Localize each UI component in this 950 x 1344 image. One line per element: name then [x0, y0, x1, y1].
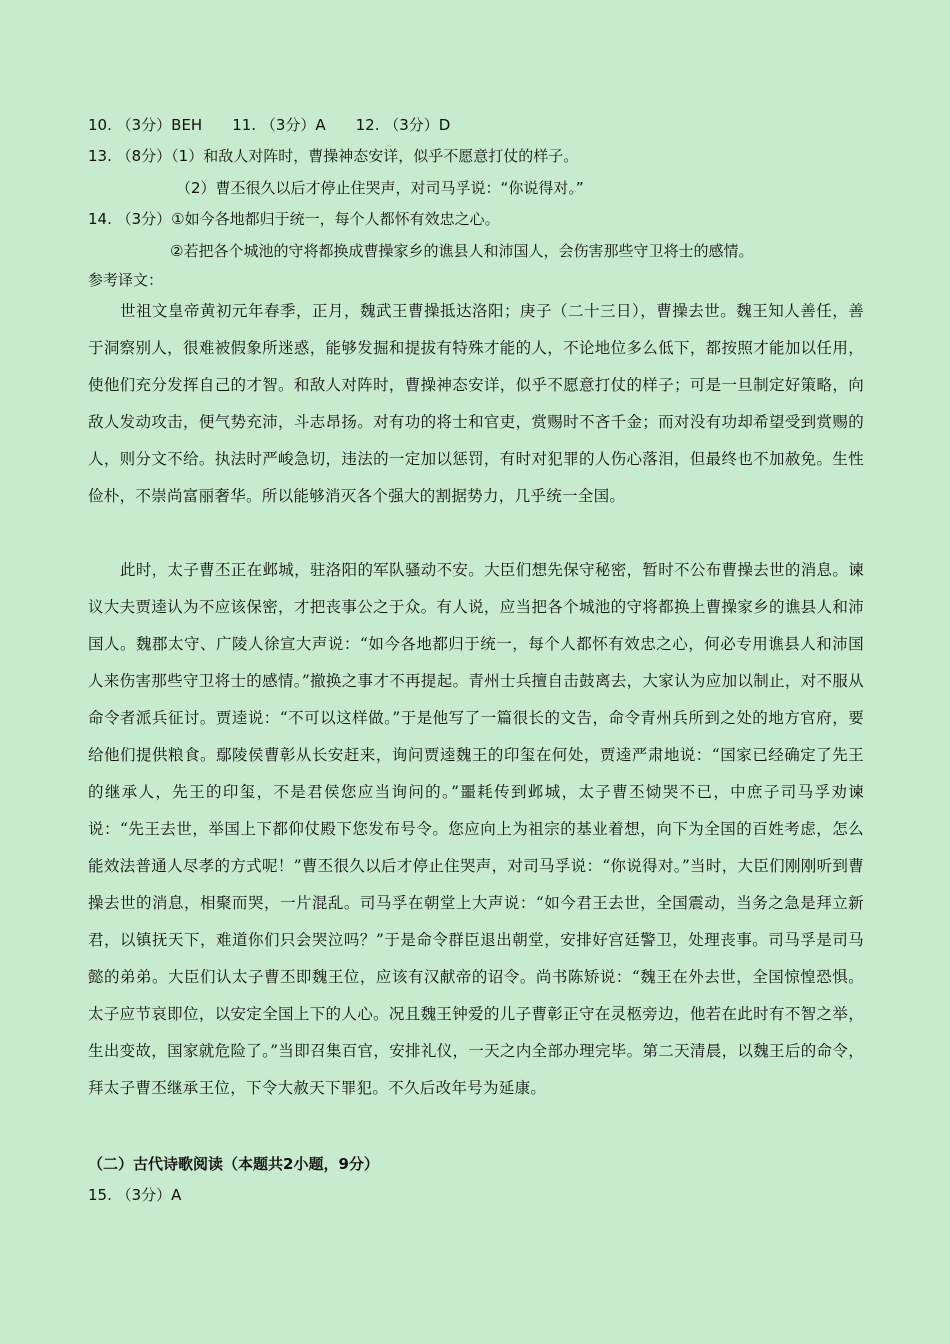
answer-14-part1: 14. （3分）①如今各地都归于统一，每个人都怀有效忠之心。 [88, 210, 500, 228]
reference-translation-title: 参考译文： [88, 271, 164, 289]
section-heading-poetry: （二）古代诗歌阅读（本题共2小题，9分） [88, 1155, 379, 1173]
answer-10-12: 10. （3分）BEH 11. （3分）A 12. （3分）D [88, 116, 451, 134]
answer-15: 15. （3分）A [88, 1186, 182, 1204]
translation-paragraph-1: 世祖文皇帝黄初元年春季，正月，魏武王曹操抵达洛阳；庚子（二十三日），曹操去世。魏王知人善任，善于洞察别人，很难被假象所迷惑，能够发掘和提拔有特殊才能的人，不论地位多么低下，都按照才能加以任用，使他们充分发挥自己的才智。和敌人对阵时，曹操神态安详，似乎不愿意打仗的样子；可是一旦制定好策略，向敌人发动攻击，便气势充沛，斗志昂扬。对有功的将士和官吏，赏赐时不吝千金；而对没有功却希望受到赏赐的人，则分文不给。执法时严峻急切，违法的一定加以惩罚，有时对犯罪的人伤心落泪，但最终也不加赦免。生性俭朴，不崇尚富丽奢华。所以能够消灭各个强大的割据势力，几乎统一全国。 [88, 302, 864, 505]
translation-paragraph-2: 此时，太子曹丕正在邺城，驻洛阳的军队骚动不安。大臣们想先保守秘密，暂时不公布曹操去世的消息。谏议大夫贾逵认为不应该保密，才把丧事公之于众。有人说，应当把各个城池的守将都换上曹操家乡的谯县人和沛国人。魏郡太守、广陵人徐宣大声说：“如今各地都归于统一，每个人都怀有效忠之心，何必专用谯县人和沛国人来伤害那些守卫将士的感情。”撤换之事才不再提起。青州士兵擅自击鼓离去，大家认为应加以制止，对不服从命令者派兵征讨。贾逵说：“不可以这样做。”于是他写了一篇很长的文告，命令青州兵所到之处的地方官府，要给他们提供粮食。鄢陵侯曹彰从长安赶来，询问贾逵魏王的印玺在何处，贾逵严肃地说：“国家已经确定了先王的继承人，先王的印玺，不是君侯您应当询问的。”噩耗传到邺城，太子曹丕恸哭不已，中庶子司马孚劝谏说：“先王去世，举国上下都仰仗殿下您发布号令。您应向上为祖宗的基业着想，向下为全国的百姓考虑，怎么能效法普通人尽孝的方式呢！”曹丕很久以后才停止住哭声，对司马孚说：“你说得对。”当时，大臣们刚刚听到曹操去世的消息，相聚而哭，一片混乱。司马孚在朝堂上大声说：“如今君王去世，全国震动，当务之急是拜立新君，以镇抚天下，难道你们只会哭泣吗？”于是命令群臣退出朝堂，安排好宫廷警卫，处理丧事。司马孚是司马懿的弟弟。大臣们认太子曹丕即魏王位，应该有汉献帝的诏令。尚书陈矫说：“魏王在外去世，全国惊惶恐惧。太子应节哀即位，以安定全国上下的人心。况且魏王钟爱的儿子曹彰正守在灵柩旁边，他若在此时有不智之举，生出变故，国家就危险了。”当即召集百官，安排礼仪，一天之内全部办理完毕。第二天清晨，以魏王后的命令，拜太子曹丕继承王位，下令大赦天下罪犯。不久后改年号为延康。 [88, 561, 864, 1097]
answer-13-part2: （2）曹丕很久以后才停止住哭声，对司马孚说：“你说得对。” [176, 179, 584, 197]
answer-14-part2: ②若把各个城池的守将都换成曹操家乡的谯县人和沛国人，会伤害那些守卫将士的感情。 [170, 242, 754, 260]
answer-13-part1: 13. （8分）（1）和敌人对阵时，曹操神态安详，似乎不愿意打仗的样子。 [88, 147, 579, 165]
